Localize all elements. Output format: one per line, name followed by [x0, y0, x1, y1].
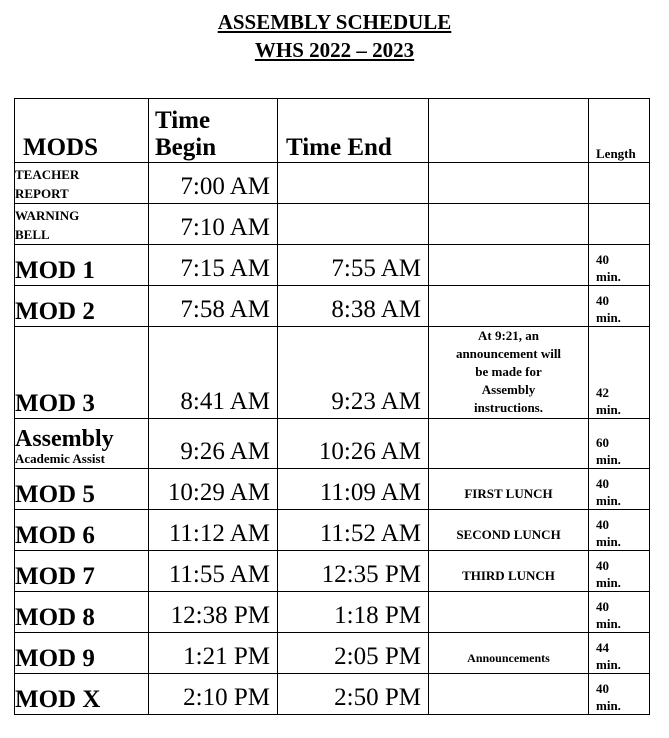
header-time-begin [149, 99, 278, 163]
note-cell [429, 327, 589, 419]
length-value: 40 [596, 252, 609, 267]
note-line: instructions. [474, 400, 543, 415]
length-cell [589, 286, 650, 327]
header-time-end: Time End [278, 99, 429, 163]
table-row [15, 245, 650, 286]
mod-title: Assembly [15, 426, 114, 452]
length-unit: min. [596, 269, 621, 284]
time-end-cell: 11:52 AM [278, 510, 429, 551]
time-begin-cell: 12:38 PM [149, 592, 278, 633]
time-begin-cell: 10:29 AM [149, 469, 278, 510]
time-begin-cell: 7:10 AM [149, 204, 278, 245]
length-value: 40 [596, 681, 609, 696]
length-cell [589, 245, 650, 286]
header-time-begin-line2: Begin [155, 134, 217, 161]
length-value: 42 [596, 385, 609, 400]
length-unit: min. [596, 452, 621, 467]
time-end-cell: 1:18 PM [278, 592, 429, 633]
note-cell [429, 245, 589, 286]
note-cell [429, 592, 589, 633]
time-end-cell: 11:09 AM [278, 469, 429, 510]
length-value: 60 [596, 435, 609, 450]
table-row [15, 674, 650, 715]
schedule-table [14, 98, 650, 715]
time-end-cell: 12:35 PM [278, 551, 429, 592]
length-cell [589, 327, 650, 419]
length-unit: min. [596, 657, 621, 672]
mod-label-line2: REPORT [15, 186, 69, 201]
time-begin-cell: 11:55 AM [149, 551, 278, 592]
table-row [15, 419, 650, 469]
time-begin-cell: 1:21 PM [149, 633, 278, 674]
mod-cell [15, 163, 149, 204]
length-value: 40 [596, 476, 609, 491]
note-line: be made for [475, 364, 542, 379]
note-cell: FIRST LUNCH [429, 469, 589, 510]
table-row [15, 286, 650, 327]
mod-cell: MOD 3 [15, 327, 149, 419]
document-subtitle: WHS 2022 – 2023 [254, 38, 415, 62]
header-notes [429, 99, 589, 163]
header-row [15, 99, 650, 163]
mod-cell: MOD 1 [15, 245, 149, 286]
time-begin-cell: 7:15 AM [149, 245, 278, 286]
length-cell [589, 163, 650, 204]
mod-cell: MOD X [15, 674, 149, 715]
time-begin-cell: 8:41 AM [149, 327, 278, 419]
length-value: 40 [596, 517, 609, 532]
mod-cell: MOD 5 [15, 469, 149, 510]
mod-cell [15, 419, 149, 469]
length-value: 40 [596, 558, 609, 573]
mod-cell: MOD 6 [15, 510, 149, 551]
mod-cell: MOD 2 [15, 286, 149, 327]
length-value: 44 [596, 640, 609, 655]
length-unit: min. [596, 493, 621, 508]
mod-cell: MOD 9 [15, 633, 149, 674]
time-end-cell: 7:55 AM [278, 245, 429, 286]
length-cell [589, 419, 650, 469]
length-cell [589, 469, 650, 510]
length-unit: min. [596, 534, 621, 549]
note-cell [429, 204, 589, 245]
note-cell: SECOND LUNCH [429, 510, 589, 551]
length-cell [589, 633, 650, 674]
mod-label-line1: WARNING [15, 208, 80, 223]
length-value: 40 [596, 293, 609, 308]
length-unit: min. [596, 616, 621, 631]
time-begin-cell: 7:58 AM [149, 286, 278, 327]
length-cell [589, 674, 650, 715]
time-end-cell [278, 204, 429, 245]
time-begin-cell: 9:26 AM [149, 419, 278, 469]
mod-cell: MOD 7 [15, 551, 149, 592]
table-row [15, 551, 650, 592]
header-time-begin-line1: Time [155, 107, 211, 134]
length-unit: min. [596, 402, 621, 417]
mod-cell: MOD 8 [15, 592, 149, 633]
time-end-cell: 2:50 PM [278, 674, 429, 715]
time-end-cell: 8:38 AM [278, 286, 429, 327]
note-cell [429, 163, 589, 204]
length-unit: min. [596, 575, 621, 590]
table-row [15, 327, 650, 419]
note-line: announcement will [455, 346, 562, 361]
note-cell [429, 286, 589, 327]
note-cell [429, 419, 589, 469]
header-mods: MODS [15, 99, 149, 163]
length-unit: min. [596, 310, 621, 325]
header-length: Length [589, 99, 650, 163]
note-cell [429, 674, 589, 715]
table-row [15, 633, 650, 674]
mod-label-line1: TEACHER [15, 167, 80, 182]
length-cell [589, 551, 650, 592]
time-end-cell [278, 163, 429, 204]
note-line: At 9:21, an [477, 328, 540, 343]
length-unit: min. [596, 698, 621, 713]
table-row [15, 592, 650, 633]
time-end-cell: 9:23 AM [278, 327, 429, 419]
table-row [15, 163, 650, 204]
length-cell [589, 510, 650, 551]
time-end-cell: 2:05 PM [278, 633, 429, 674]
table-row [15, 204, 650, 245]
mod-label-line2: BELL [15, 227, 50, 242]
mod-cell [15, 204, 149, 245]
length-value: 40 [596, 599, 609, 614]
mod-subtitle: Academic Assist [15, 451, 105, 466]
time-end-cell: 10:26 AM [278, 419, 429, 469]
time-begin-cell: 11:12 AM [149, 510, 278, 551]
time-begin-cell: 2:10 PM [149, 674, 278, 715]
length-cell [589, 204, 650, 245]
note-cell: Announcements [429, 633, 589, 674]
note-line: Assembly [481, 382, 536, 397]
table-row [15, 510, 650, 551]
time-begin-cell: 7:00 AM [149, 163, 278, 204]
table-row [15, 469, 650, 510]
length-cell [589, 592, 650, 633]
note-cell: THIRD LUNCH [429, 551, 589, 592]
document-title: ASSEMBLY SCHEDULE [217, 10, 452, 34]
